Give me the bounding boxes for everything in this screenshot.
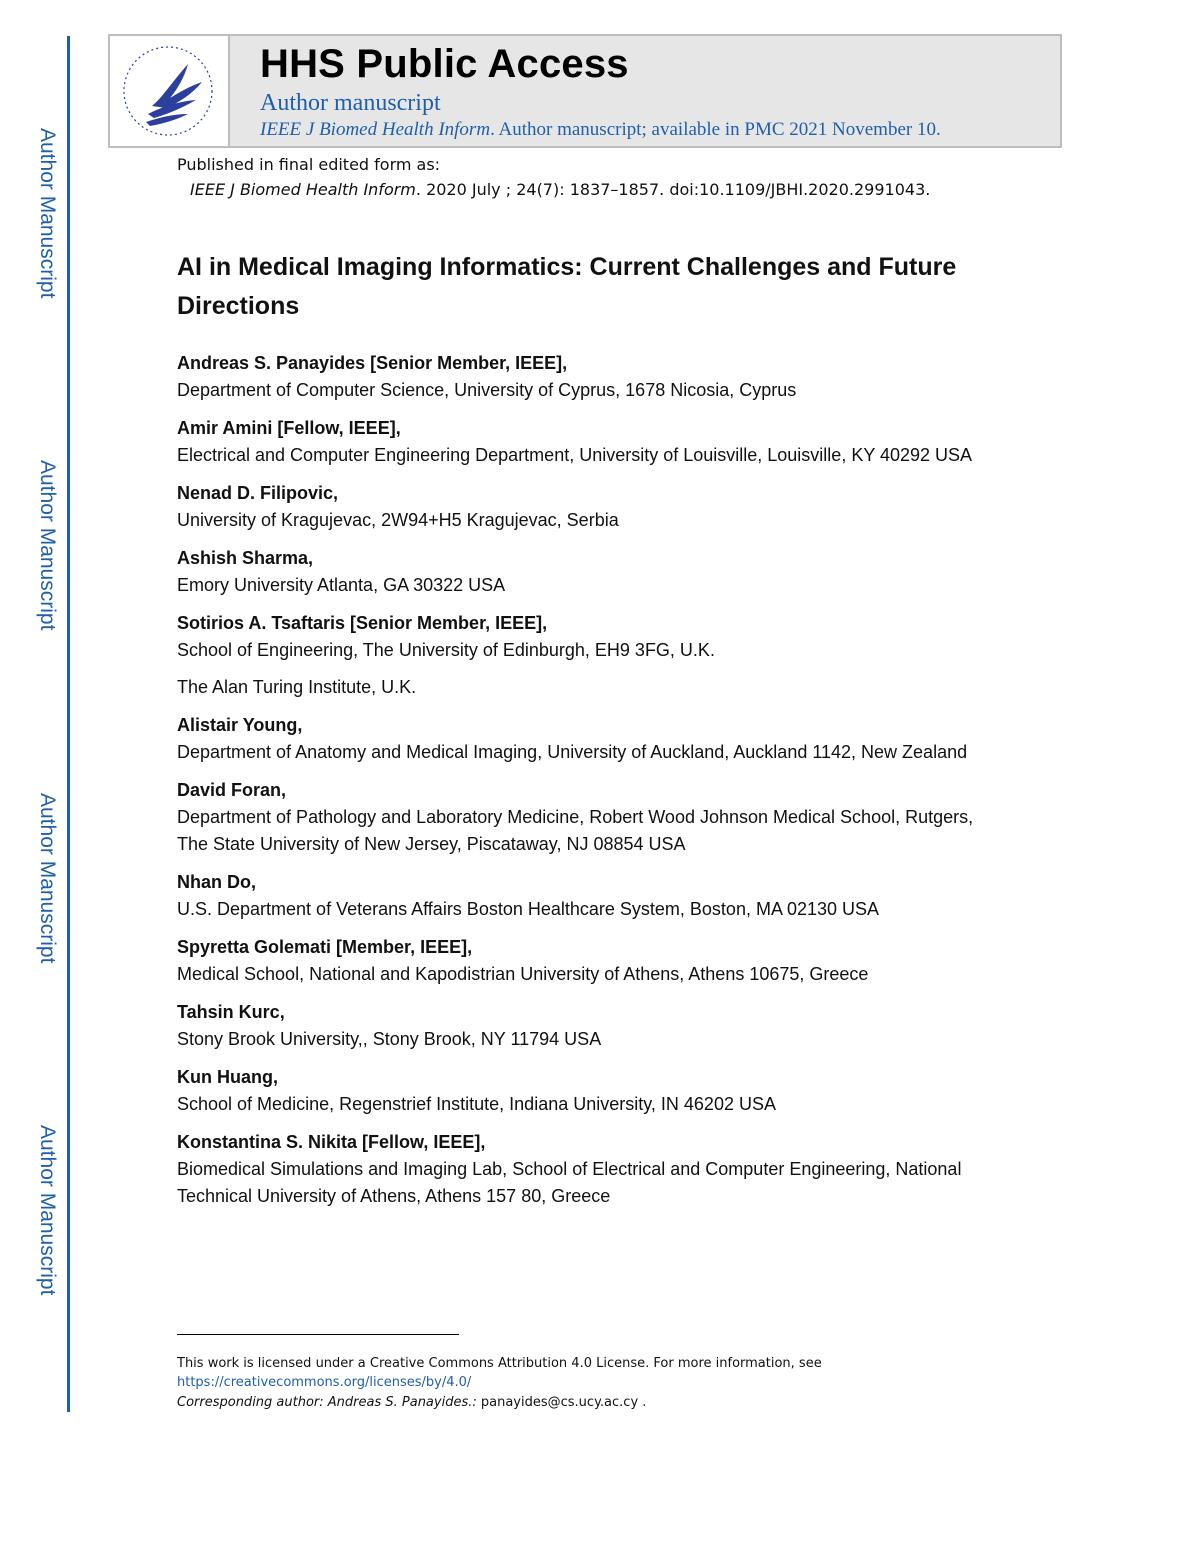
author-name: Nhan Do, xyxy=(177,872,257,892)
corresponding-email: panayides@cs.ucy.ac.cy . xyxy=(476,1395,647,1410)
author-entry xyxy=(177,777,1037,858)
author-affiliation: University of Kragujevac, 2W94+H5 Kragujevac, Serbia xyxy=(177,510,619,530)
corresponding-label: Corresponding author: Andreas S. Panayides.: xyxy=(177,1395,477,1410)
author-entry xyxy=(177,545,1037,599)
author-affiliation: Department of Computer Science, University of Cyprus, 1678 Nicosia, Cyprus xyxy=(177,380,797,400)
license-footnote xyxy=(177,1354,1017,1392)
author-name: Alistair Young, xyxy=(177,715,303,735)
published-citation xyxy=(190,180,930,199)
author-entry xyxy=(177,480,1037,534)
citation-journal: IEEE J Biomed Health Inform xyxy=(190,180,416,199)
author-affiliation: School of Medicine, Regenstrief Institute, Indiana University, IN 46202 USA xyxy=(177,1094,776,1114)
author-affiliation: Department of Pathology and Laboratory Medicine, Robert Wood Johnson Medical School, Rutgers, The State University of New Jersey, Piscataway, NJ 08854 USA xyxy=(177,807,974,854)
side-rule xyxy=(67,36,70,1412)
author-entry xyxy=(177,1129,1037,1210)
author-entry xyxy=(177,1064,1037,1118)
logo-box xyxy=(110,36,230,146)
author-entry xyxy=(177,415,1037,469)
banner-availability: . Author manuscript; available in PMC 2021 November 10. xyxy=(490,119,941,140)
banner-availability-line xyxy=(260,119,941,141)
author-affiliation: Stony Brook University,, Stony Brook, NY 11794 USA xyxy=(177,1029,602,1049)
citation-details: . 2020 July ; 24(7): 1837–1857. doi:10.1109/JBHI.2020.2991043. xyxy=(415,180,931,199)
license-link[interactable]: https://creativecommons.org/licenses/by/4.0/ xyxy=(177,1375,472,1390)
author-name: Kun Huang, xyxy=(177,1067,279,1087)
author-entry xyxy=(177,610,1037,701)
side-label-author-manuscript: Author Manuscript xyxy=(36,793,59,964)
author-name: Nenad D. Filipovic, xyxy=(177,483,339,503)
side-label-author-manuscript: Author Manuscript xyxy=(36,128,59,299)
banner-journal: IEEE J Biomed Health Inform xyxy=(260,119,491,140)
author-affiliation: Biomedical Simulations and Imaging Lab, School of Electrical and Computer Engineering, National Technical University of Athens, Athens 157 80, Greece xyxy=(177,1159,962,1206)
author-affiliation: U.S. Department of Veterans Affairs Boston Healthcare System, Boston, MA 02130 USA xyxy=(177,899,880,919)
author-list xyxy=(177,350,1037,1221)
footnote-divider xyxy=(177,1334,459,1335)
author-entry xyxy=(177,712,1037,766)
author-name: Sotirios A. Tsaftaris [Senior Member, IEEE], xyxy=(177,613,548,633)
author-affiliation: Department of Anatomy and Medical Imaging, University of Auckland, Auckland 1142, New Zealand xyxy=(177,742,968,762)
article-title: AI in Medical Imaging Informatics: Current Challenges and Future Directions xyxy=(177,253,957,320)
author-name: Amir Amini [Fellow, IEEE], xyxy=(177,418,401,438)
author-entry xyxy=(177,999,1037,1053)
author-name: Spyretta Golemati [Member, IEEE], xyxy=(177,937,473,957)
author-name: Konstantina S. Nikita [Fellow, IEEE], xyxy=(177,1132,486,1152)
author-affiliation: The Alan Turing Institute, U.K. xyxy=(177,677,417,697)
author-name: Andreas S. Panayides [Senior Member, IEEE], xyxy=(177,353,568,373)
banner-title: HHS Public Access xyxy=(260,42,629,86)
corresponding-author xyxy=(177,1395,646,1410)
author-entry xyxy=(177,869,1037,923)
author-name: Tahsin Kurc, xyxy=(177,1002,285,1022)
author-affiliation: Electrical and Computer Engineering Department, University of Louisville, Louisville, KY 40292 USA xyxy=(177,445,973,465)
published-label: Published in final edited form as: xyxy=(177,155,441,174)
hhs-eagle-logo-icon xyxy=(118,42,218,140)
author-affiliation: Emory University Atlanta, GA 30322 USA xyxy=(177,575,506,595)
hhs-banner xyxy=(108,34,1062,148)
author-entry xyxy=(177,350,1037,404)
license-text: This work is licensed under a Creative Commons Attribution 4.0 License. For more information, see xyxy=(177,1356,822,1371)
author-name: Ashish Sharma, xyxy=(177,548,314,568)
author-affiliation: Medical School, National and Kapodistrian University of Athens, Athens 10675, Greece xyxy=(177,964,869,984)
banner-subtitle: Author manuscript xyxy=(260,90,441,116)
author-affiliation: School of Engineering, The University of Edinburgh, EH9 3FG, U.K. xyxy=(177,640,715,660)
author-name: David Foran, xyxy=(177,780,287,800)
side-label-author-manuscript: Author Manuscript xyxy=(36,460,59,631)
author-entry xyxy=(177,934,1037,988)
side-label-author-manuscript: Author Manuscript xyxy=(36,1125,59,1296)
